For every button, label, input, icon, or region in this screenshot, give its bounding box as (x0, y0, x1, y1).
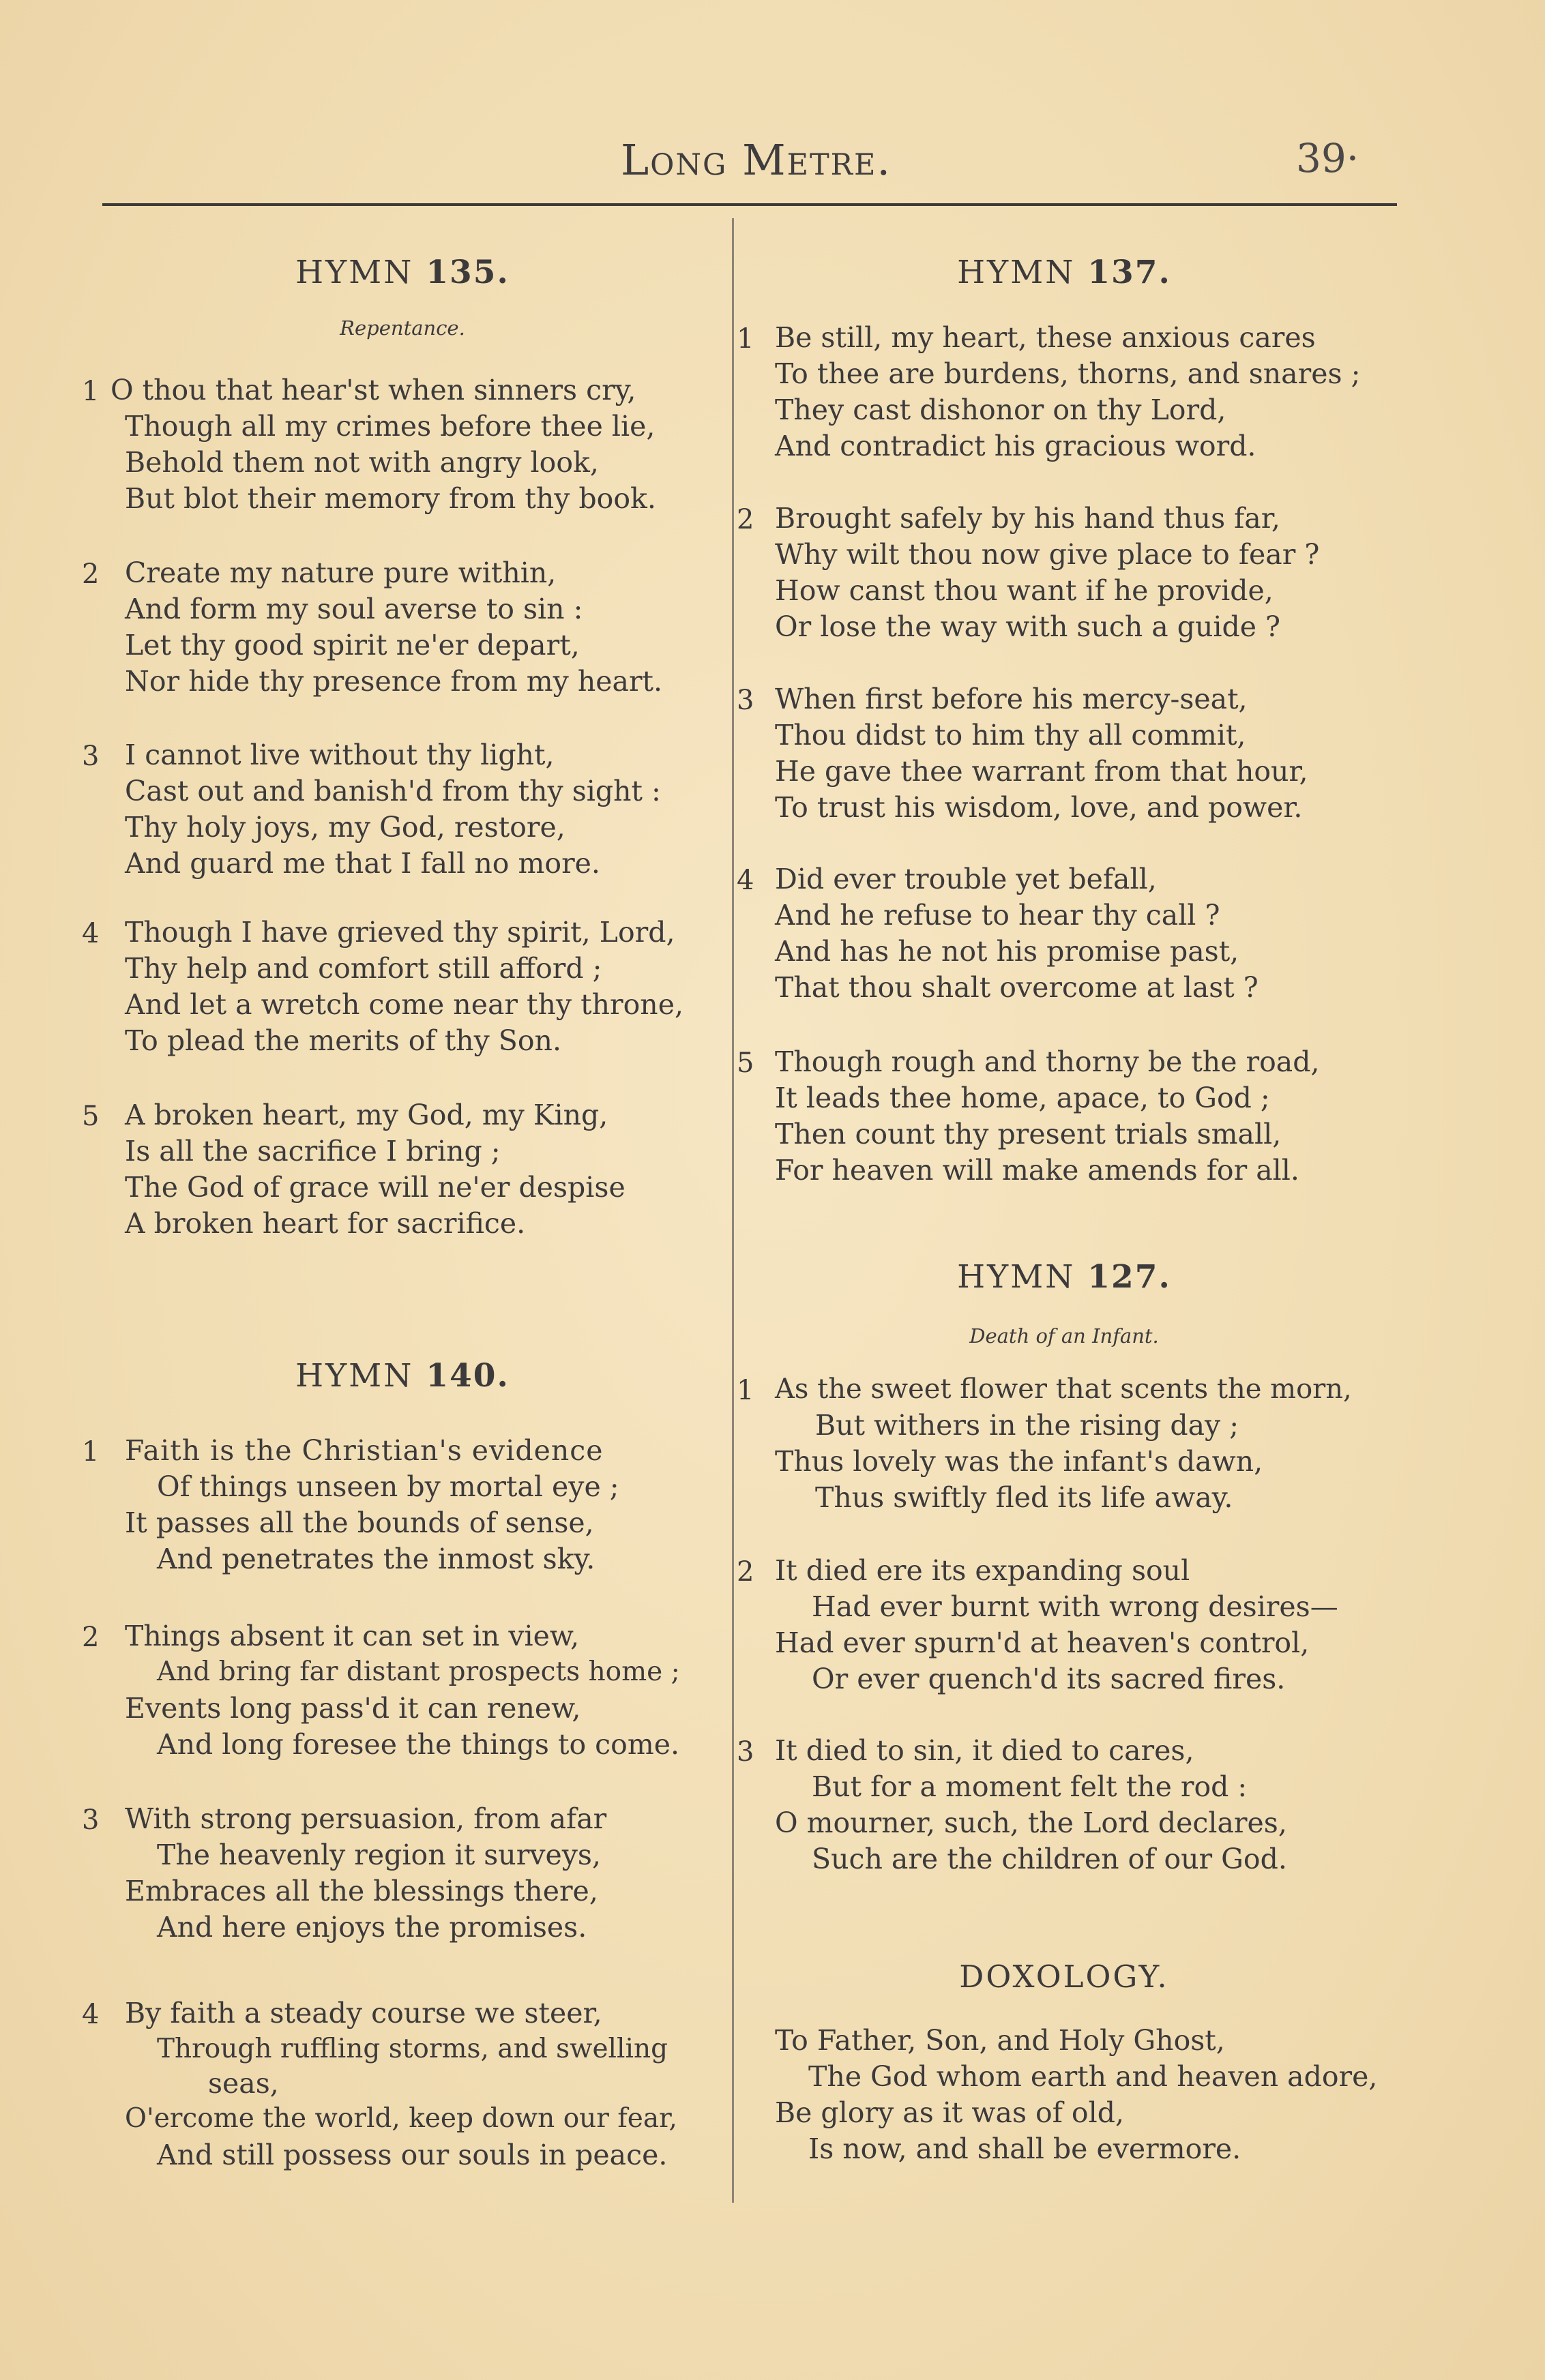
stanza-line: Had ever spurn'd at heaven's control, (775, 1626, 1310, 1659)
stanza-number: 2 (737, 1556, 754, 1588)
header-rule (102, 203, 1397, 206)
stanza-line: The God whom earth and heaven adore, (808, 2060, 1378, 2093)
doxology-title: DOXOLOGY. (959, 1959, 1169, 1995)
stanza-line: Then count thy present trials small, (775, 1118, 1282, 1150)
running-title: Long Metre. (621, 135, 892, 185)
stanza-line: Of things unseen by mortal eye ; (157, 1470, 619, 1503)
stanza-line: Events long pass'd it can renew, (125, 1692, 581, 1725)
stanza-line: Thus swiftly fled its life away. (815, 1481, 1233, 1514)
hymn-title (737, 1258, 1392, 1296)
stanza-line: As the sweet flower that scents the morn, (775, 1373, 1352, 1405)
stanza-line: Thus lovely was the infant's dawn, (775, 1445, 1263, 1478)
hymn-title (82, 1357, 723, 1395)
stanza-line: And has he not his promise past, (775, 935, 1239, 968)
stanza-line: They cast dishonor on thy Lord, (775, 393, 1226, 426)
stanza-number: 3 (82, 741, 100, 772)
stanza-line: But blot their memory from thy book. (125, 482, 656, 515)
stanza-line: A broken heart, my God, my King, (125, 1099, 608, 1131)
stanza-line: Thy help and comfort still afford ; (125, 952, 602, 985)
hymn-number: 135. (426, 254, 510, 291)
stanza-number: 1 (82, 376, 100, 407)
stanza-line: Things absent it can set in view, (125, 1620, 580, 1652)
stanza-line: When first before his mercy-seat, (775, 683, 1248, 715)
stanza-line: And bring far distant prospects home ; (157, 1656, 680, 1687)
stanza-line: It passes all the bounds of sense, (125, 1506, 594, 1539)
stanza-line: And here enjoys the promises. (157, 1911, 587, 1944)
stanza-number: 5 (737, 1047, 754, 1079)
stanza-line: Though all my crimes before thee lie, (125, 410, 656, 443)
stanza-line: Cast out and banish'd from thy sight : (125, 775, 661, 807)
stanza-line: And contradict his gracious word. (775, 430, 1256, 462)
stanza-number: 1 (737, 323, 754, 355)
stanza-number: 1 (82, 1436, 100, 1468)
stanza-line: To thee are burdens, thorns, and snares ; (775, 357, 1361, 390)
stanza-line: It died ere its expanding soul (775, 1554, 1190, 1587)
stanza-line: Faith is the Christian's evidence (125, 1434, 604, 1467)
stanza-line: And guard me that I fall no more. (125, 847, 600, 880)
hymn-number: 137. (1087, 254, 1171, 291)
stanza-line: seas, (208, 2067, 279, 2100)
stanza-number: 4 (737, 865, 754, 896)
stanza-line: That thou shalt overcome at last ? (775, 971, 1259, 1004)
hymn-label: HYMN (295, 254, 414, 291)
stanza-line: Why wilt thou now give place to fear ? (775, 538, 1320, 571)
stanza-line: Or ever quench'd its sacred fires. (812, 1663, 1286, 1695)
hymn-number: 140. (426, 1357, 510, 1395)
stanza-number: 1 (737, 1375, 754, 1406)
stanza-line: And form my soul averse to sin : (125, 593, 583, 625)
hymn-label: HYMN (295, 1357, 414, 1395)
stanza-line: To trust his wisdom, love, and power. (775, 791, 1303, 824)
column-divider (732, 218, 734, 2203)
stanza-line: O thou that hear'st when sinners cry, (111, 374, 636, 406)
stanza-line: Through ruffling storms, and swelling (157, 2034, 668, 2064)
stanza-line: Brought safely by his hand thus far, (775, 502, 1280, 535)
stanza-number: 3 (737, 1736, 754, 1768)
stanza-line: I cannot live without thy light, (125, 739, 555, 771)
stanza-line: Had ever burnt with wrong desires— (812, 1590, 1338, 1623)
stanza-line: It leads thee home, apace, to God ; (775, 1082, 1270, 1114)
stanza-line: Though I have grieved thy spirit, Lord, (125, 916, 675, 949)
hymn-title (82, 254, 723, 291)
stanza-number: 4 (82, 918, 100, 949)
stanza-line: With strong persuasion, from afar (125, 1802, 607, 1835)
stanza-number: 2 (82, 1622, 100, 1653)
hymn-subtitle: Death of an Infant. (969, 1324, 1159, 1348)
stanza-line: Be still, my heart, these anxious cares (775, 321, 1316, 354)
stanza-line: Is all the sacrifice I bring ; (125, 1135, 501, 1167)
stanza-line: Such are the children of our God. (812, 1843, 1287, 1875)
hymn-label: HYMN (957, 1258, 1076, 1296)
stanza-line: And penetrates the inmost sky. (157, 1543, 595, 1575)
stanza-number: 3 (82, 1804, 100, 1836)
stanza-line: Be glory as it was of old, (775, 2096, 1124, 2129)
stanza-line: O mourner, such, the Lord declares, (775, 1806, 1287, 1839)
stanza-line: Thy holy joys, my God, restore, (125, 811, 565, 844)
hymn-number: 127. (1087, 1258, 1171, 1296)
hymn-title (737, 254, 1392, 291)
stanza-number: 4 (82, 1999, 100, 2030)
stanza-line: And still possess our souls in peace. (157, 2139, 668, 2171)
stanza-line: Nor hide thy presence from my heart. (125, 665, 663, 698)
stanza-line: And he refuse to hear thy call ? (775, 899, 1220, 932)
stanza-line: For heaven will make amends for all. (775, 1154, 1299, 1187)
stanza-line: To plead the merits of thy Son. (125, 1024, 561, 1057)
stanza-number: 2 (82, 559, 100, 590)
stanza-number: 3 (737, 685, 754, 716)
stanza-line: Did ever trouble yet befall, (775, 863, 1157, 895)
stanza-line: The heavenly region it surveys, (157, 1839, 601, 1871)
stanza-line: Thou didst to him thy all commit, (775, 719, 1246, 752)
stanza-line: Or lose the way with such a guide ? (775, 610, 1281, 643)
stanza-line: O'ercome the world, keep down our fear, (125, 2103, 677, 2134)
stanza-number: 5 (82, 1101, 100, 1132)
stanza-line: A broken heart for sacrifice. (125, 1207, 526, 1240)
hymn-label: HYMN (957, 254, 1076, 291)
stanza-line: But for a moment felt the rod : (812, 1770, 1248, 1803)
hymn-subtitle: Repentance. (340, 316, 465, 340)
stanza-line: How canst thou want if he provide, (775, 574, 1274, 607)
stanza-line: Behold them not with angry look, (125, 446, 599, 479)
stanza-line: Let thy good spirit ne'er depart, (125, 629, 580, 661)
running-head (0, 135, 1545, 190)
stanza-line: Though rough and thorny be the road, (775, 1045, 1320, 1078)
stanza-line: Create my nature pure within, (125, 556, 557, 589)
stanza-line: To Father, Son, and Holy Ghost, (775, 2024, 1225, 2057)
stanza-line: And long foresee the things to come. (157, 1728, 680, 1761)
stanza-line: And let a wretch come near thy throne, (125, 988, 683, 1021)
stanza-line: He gave thee warrant from that hour, (775, 755, 1308, 788)
page-number: 39· (1296, 135, 1359, 181)
stanza-line: It died to sin, it died to cares, (775, 1734, 1194, 1767)
stanza-line: Embraces all the blessings there, (125, 1875, 598, 1907)
stanza-line: The God of grace will ne'er despise (125, 1171, 626, 1204)
stanza-number: 2 (737, 504, 754, 535)
stanza-line: By faith a steady course we steer, (125, 1997, 602, 2029)
stanza-line: Is now, and shall be evermore. (808, 2132, 1241, 2165)
stanza-line: But withers in the rising day ; (815, 1409, 1239, 1442)
